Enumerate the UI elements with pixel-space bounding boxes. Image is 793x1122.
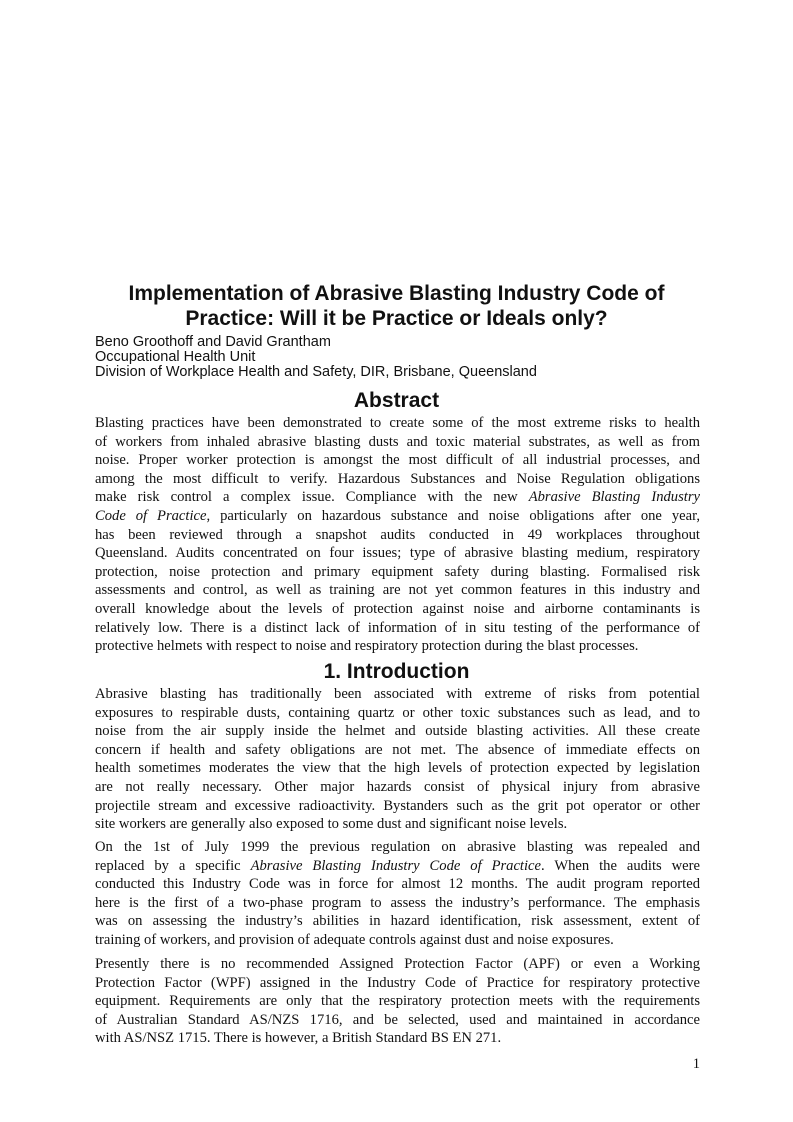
- introduction-paragraph-1: [95, 685, 700, 834]
- text-line: relatively low. There is a distinct lack of information of in situ testing of the performance of: [95, 619, 700, 636]
- text-line: equipment. Requirements are only that the respiratory protection meets with the requirements: [95, 993, 700, 1010]
- text-line: conducted this Industry Code was in force for almost 12 months. The audit program reported: [95, 876, 700, 893]
- text-line: noise from the air supply inside the helmet and outside blasting activities. All these create: [95, 723, 700, 740]
- text-line: Abrasive blasting has traditionally been associated with extreme of risks from potential: [95, 686, 700, 702]
- text-line: here is the first of a two-phase program to assess the industry’s performance. The emphasis: [95, 894, 700, 911]
- text-line: [95, 507, 700, 526]
- author-division: Division of Workplace Health and Safety, DIR, Brisbane, Queensland: [95, 364, 537, 380]
- text-line: Queensland. Audits concentrated on four issues; type of abrasive blasting medium, respiratory: [95, 545, 700, 562]
- text-line: health sometimes moderates the view that the high levels of protection expected by legislation: [95, 760, 700, 777]
- author-names: Beno Groothoff and David Grantham: [95, 334, 331, 350]
- text-line: of Australian Standard AS/NZS 1716, and be selected, used and maintained in accordance: [95, 1011, 700, 1028]
- introduction-paragraph-2: [95, 838, 700, 950]
- text-run: . When the audits were: [541, 857, 700, 874]
- text-run: , particularly on hazardous substance and noise obligations after one year,: [206, 507, 701, 524]
- author-block: [95, 335, 700, 380]
- abstract-paragraph: [95, 414, 700, 656]
- text-line: concern if health and safety obligations are not met. The absence of immediate effects on: [95, 741, 700, 758]
- introduction-paragraph-3: [95, 955, 700, 1048]
- text-line: projectile stream and excessive radioactivity. Bystanders such as the grit pot operator or other: [95, 797, 700, 814]
- text-line: training of workers, and provision of adequate controls against dust and noise exposures.: [95, 931, 614, 948]
- text-line: exposures to respirable dusts, containing quartz or other toxic substances such as lead, and to: [95, 704, 700, 721]
- code-title-italic: Abrasive Blasting Industry: [528, 489, 700, 506]
- text-run: replaced by a specific: [95, 857, 251, 874]
- text-line: are not really necessary. Other major hazards consist of physical injury from abrasive: [95, 778, 700, 795]
- text-line: noise. Proper worker protection is amongst the most difficult of all industrial processes, and: [95, 452, 700, 469]
- text-line: has been reviewed through a snapshot audits conducted in 49 workplaces throughout: [95, 526, 700, 543]
- page-number: 1: [692, 1056, 700, 1072]
- text-line: site workers are generally also exposed to some dust and significant noise levels.: [95, 816, 568, 833]
- introduction-heading: 1. Introduction: [323, 660, 470, 683]
- text-line: assessments and control, as well as training are not yet common features in this industry and: [95, 582, 700, 599]
- text-line: of workers from inhaled abrasive blasting dusts and toxic material substrates, as well as from: [95, 433, 700, 450]
- author-unit: Occupational Health Unit: [95, 349, 256, 365]
- text-line: protection, noise protection and primary equipment safety during blasting. Formalised risk: [95, 563, 700, 580]
- text-run: make risk control a complex issue. Compliance with the new: [95, 489, 529, 506]
- code-title-italic: Code of Practice: [95, 507, 207, 524]
- text-line: was on assessing the industry’s abilities in hazard identification, risk assessment, extent of: [95, 913, 700, 930]
- code-title-italic: Abrasive Blasting Industry Code of Practice: [250, 857, 541, 874]
- text-line: Protection Factor (WPF) assigned in the Industry Code of Practice for respiratory protective: [95, 974, 700, 991]
- text-line: [95, 488, 700, 507]
- text-line: On the 1st of July 1999 the previous regulation on abrasive blasting was repealed and: [95, 839, 700, 855]
- text-line: Blasting practices have been demonstrated to create some of the most extreme risks to health: [95, 415, 700, 431]
- text-line: overall knowledge about the levels of protection against noise and airborne contaminants is: [95, 600, 700, 617]
- text-line: with AS/NSZ 1715. There is however, a British Standard BS EN 271.: [95, 1030, 502, 1047]
- abstract-heading: Abstract: [353, 389, 440, 412]
- text-line: protective helmets with respect to noise and respiratory protection during the blast processes.: [95, 638, 639, 655]
- text-line: among the most difficult to verify. Hazardous Substances and Noise Regulation obligations: [95, 470, 700, 487]
- text-line: Presently there is no recommended Assigned Protection Factor (APF) or even a Working: [95, 956, 700, 972]
- paper-title: Implementation of Abrasive Blasting Industry Code of Practice: Will it be Practice or Ideals only?: [128, 282, 665, 330]
- text-line: [95, 857, 700, 876]
